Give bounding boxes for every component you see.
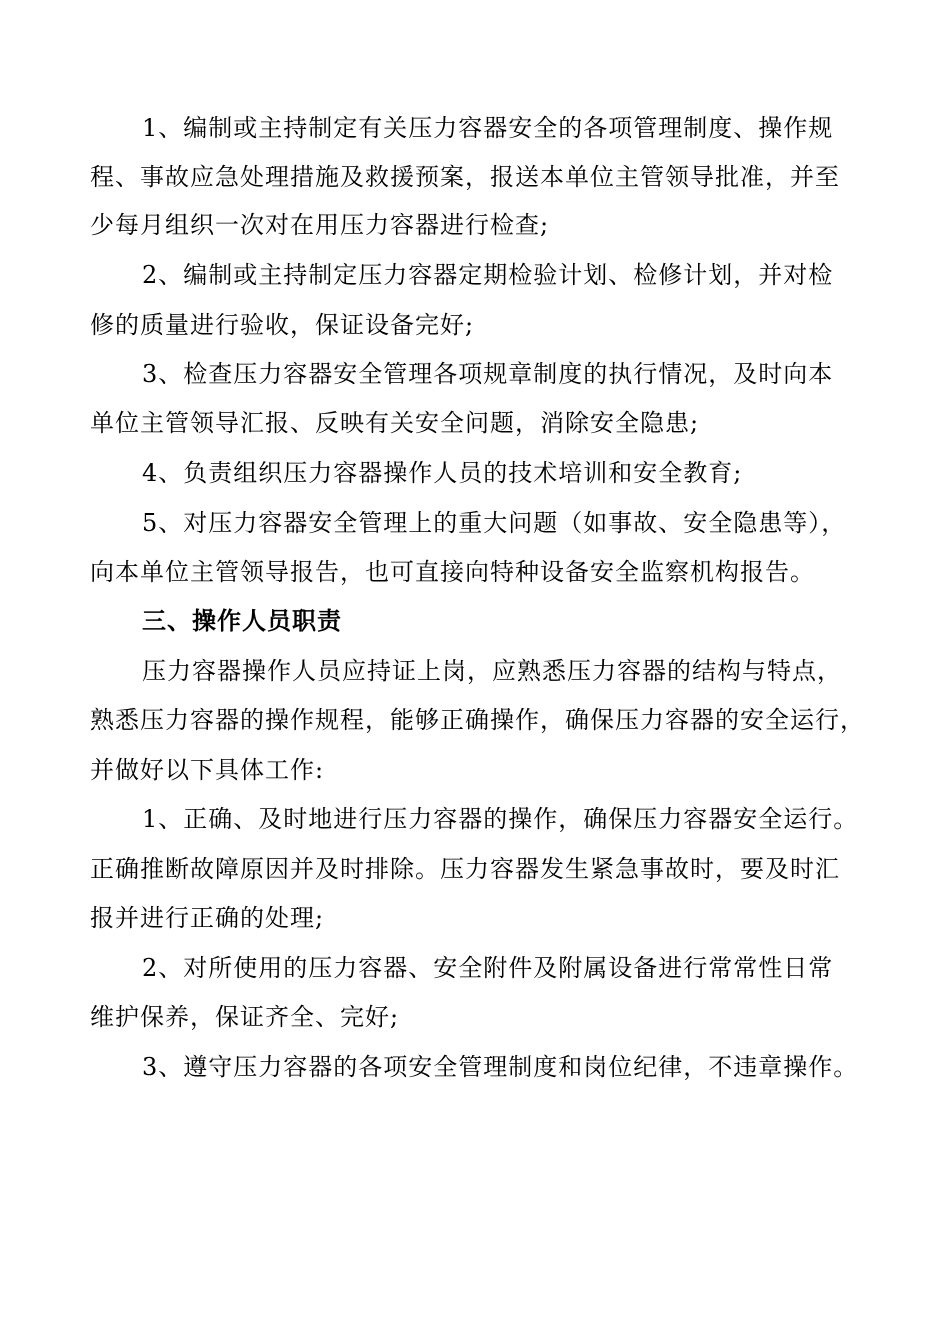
paragraph-line: 维护保养，保证齐全、完好; <box>90 1003 400 1031</box>
paragraph-line: 修的质量进行验收，保证设备完好; <box>90 311 475 339</box>
section-heading: 三、操作人员职责 <box>142 606 342 635</box>
paragraph-line: 压力容器操作人员应持证上岗，应熟悉压力容器的结构与特点， <box>142 657 842 685</box>
paragraph-line: 4、负责组织压力容器操作人员的技术培训和安全教育; <box>142 459 743 487</box>
paragraph-line: 1、正确、及时地进行压力容器的操作，确保压力容器安全运行。 <box>142 805 859 833</box>
paragraph-line: 2、编制或主持制定压力容器定期检验计划、检修计划，并对检 <box>142 261 834 289</box>
paragraph-line: 5、对压力容器安全管理上的重大问题（如事故、安全隐患等）， <box>142 509 847 537</box>
paragraph-line: 程、事故应急处理措施及救援预案，报送本单位主管领导批准，并至 <box>90 163 840 191</box>
paragraph-line: 2、对所使用的压力容器、安全附件及附属设备进行常常性日常 <box>142 954 834 982</box>
paragraph-line: 1、编制或主持制定有关压力容器安全的各项管理制度、操作规 <box>142 114 834 142</box>
paragraph-line: 3、遵守压力容器的各项安全管理制度和岗位纪律，不违章操作。 <box>142 1053 859 1081</box>
paragraph-line: 3、检查压力容器安全管理各项规章制度的执行情况，及时向本 <box>142 360 834 388</box>
paragraph-line: 单位主管领导汇报、反映有关安全问题，消除安全隐患; <box>90 409 700 437</box>
paragraph-line: 正确推断故障原因并及时排除。压力容器发生紧急事故时，要及时汇 <box>90 855 840 883</box>
paragraph-line: 少每月组织一次对在用压力容器进行检查; <box>90 211 550 239</box>
paragraph-line: 报并进行正确的处理; <box>90 904 325 932</box>
paragraph-line: 熟悉压力容器的操作规程，能够正确操作，确保压力容器的安全运行， <box>90 706 865 734</box>
paragraph-line: 向本单位主管领导报告，也可直接向特种设备安全监察机构报告。 <box>90 558 815 586</box>
paragraph-line: 并做好以下具体工作: <box>90 756 325 784</box>
